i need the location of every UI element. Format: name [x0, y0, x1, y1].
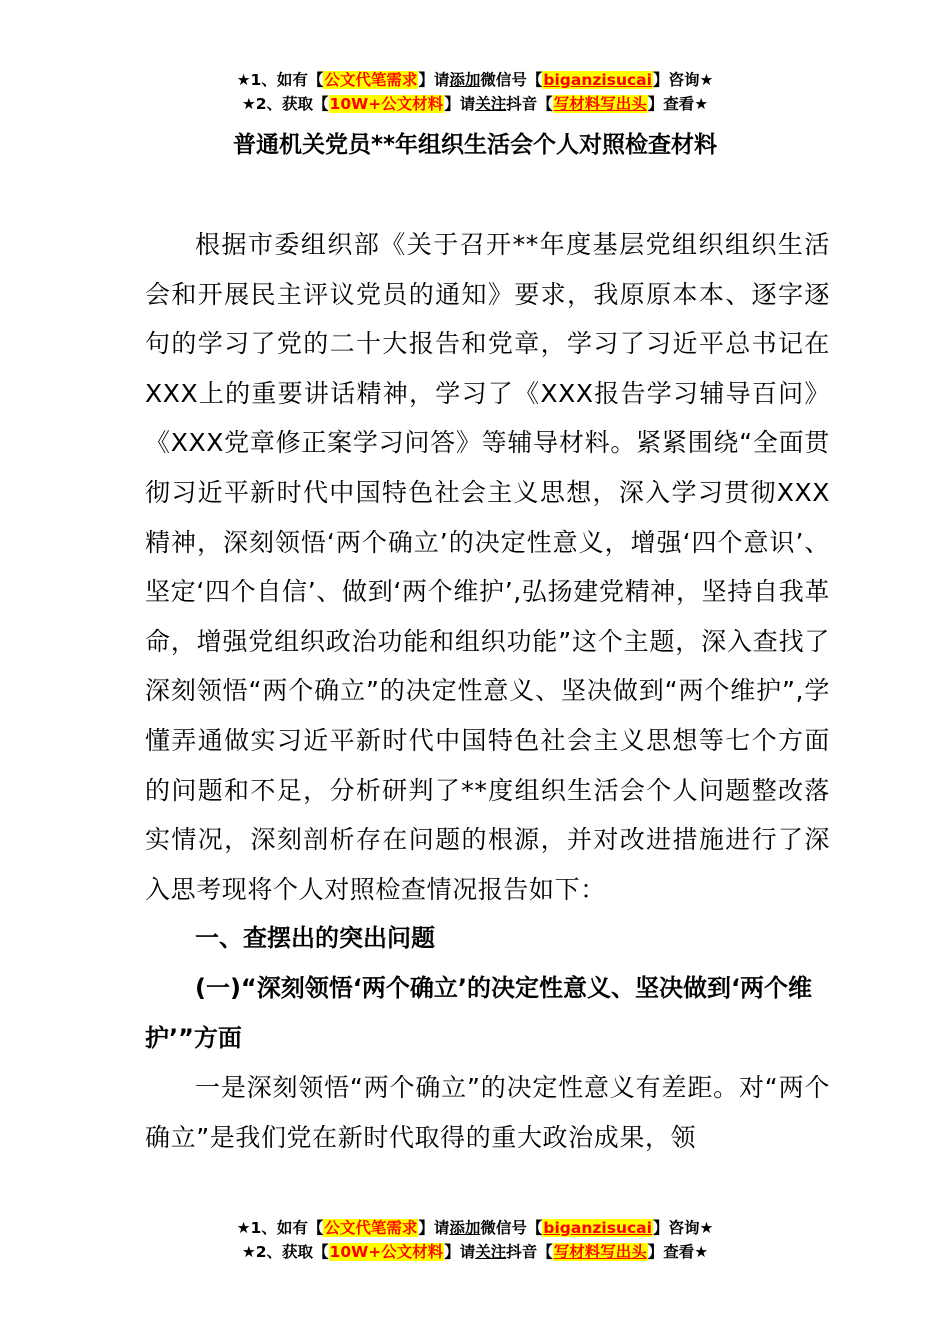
promo-text: 】请 — [418, 71, 450, 89]
promo-text: 微信号【 — [480, 71, 543, 89]
promo-line-1 — [0, 1216, 950, 1240]
promo-text: 】咨询★ — [652, 71, 714, 89]
intro-paragraph: 根据市委组织部《关于召开**年度基层党组织组织生活会和开展民主评议党员的通知》要求，我原原本本、逐字逐句的学习了党的二十大报告和党章，学习了习近平总书记在XXX上的重要讲话精神，学习了《XXX报告学习辅导百问》《XXX党章修正案学习问答》等辅导材料。紧紧围绕“全面贯彻习近平新时代中国特色社会主义思想，深入学习贯彻XXX精神，深刻领悟‘两个确立’的决定性意义，增强‘四个意识’、坚定‘四个自信’、做到‘两个维护’,弘扬建党精神，坚持自我革命，增强党组织政治功能和组织功能”这个主题，深入查找了深刻领悟“两个确立”的决定性意义、坚决做到“两个维护”,学懂弄通做实习近平新时代中国特色社会主义思想等七个方面的问题和不足，分析研判了**度组织生活会个人问题整改落实情况，深刻剖析存在问题的根源，并对改进措施进行了深入思考现将个人对照检查情况报告如下： — [145, 230, 830, 904]
promo-text: ★1、如有【 — [236, 1219, 324, 1237]
promo-text: 关注 — [475, 1243, 507, 1261]
promo-text: 】咨询★ — [652, 1219, 714, 1237]
promo-text: 抖音【 — [506, 1243, 553, 1261]
promo-footer — [0, 1216, 950, 1264]
wechat-id-link[interactable]: biganzisucai — [543, 1219, 652, 1237]
body-paragraph: 一是深刻领悟“两个确立”的决定性意义有差距。对“两个确立”是我们党在新时代取得的重大政治成果，领 — [145, 1073, 830, 1152]
promo-header — [0, 68, 950, 116]
promo-text: 关注 — [475, 95, 507, 113]
document-title: 普通机关党员**年组织生活会个人对照检查材料 — [232, 132, 718, 158]
highlight-service: 公文代笔需求 — [324, 71, 418, 89]
highlight-service: 公文代笔需求 — [324, 1219, 418, 1237]
promo-line-1 — [0, 68, 950, 92]
promo-text: 】请 — [444, 1243, 476, 1261]
promo-text: ★1、如有【 — [236, 71, 324, 89]
promo-text: 抖音【 — [506, 95, 553, 113]
douyin-account-link[interactable]: 写材料写出头 — [553, 1243, 647, 1261]
promo-text: 添加 — [449, 1219, 481, 1237]
document-body — [145, 220, 830, 1162]
promo-text: 微信号【 — [480, 1219, 543, 1237]
subsection-heading: (一)“深刻领悟‘两个确立’的决定性意义、坚决做到‘两个维护’”方面 — [145, 973, 813, 1052]
promo-text: ★2、获取【 — [241, 1243, 329, 1261]
wechat-id-link[interactable]: biganzisucai — [543, 71, 652, 89]
highlight-materials: 10W+公文材料 — [329, 1243, 444, 1261]
promo-text: 添加 — [449, 71, 481, 89]
douyin-account-link[interactable]: 写材料写出头 — [553, 95, 647, 113]
promo-line-2 — [0, 1240, 950, 1264]
promo-text: ★2、获取【 — [241, 95, 329, 113]
section-heading: 一、查摆出的突出问题 — [195, 924, 435, 953]
promo-line-2 — [0, 92, 950, 116]
promo-text: 】查看★ — [647, 1243, 709, 1261]
promo-text: 】请 — [444, 95, 476, 113]
highlight-materials: 10W+公文材料 — [329, 95, 444, 113]
promo-text: 】查看★ — [647, 95, 709, 113]
promo-text: 】请 — [418, 1219, 450, 1237]
